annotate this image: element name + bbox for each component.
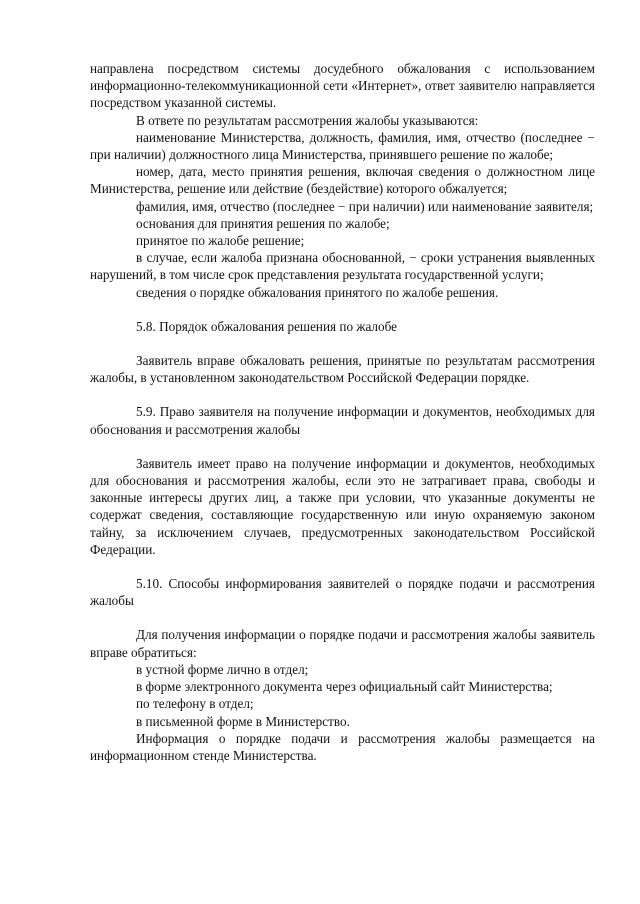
contact-method-item: в форме электронного документа через официальный сайт Министерства;: [136, 679, 553, 695]
contact-method-item: по телефону в отдел;: [136, 696, 254, 712]
section-5-9-heading: 5.9. Право заявителя на получение информации и документов, необходимых для обоснования и рассмотрения жалобы: [90, 404, 595, 437]
contact-method-item: в письменной форме в Министерство.: [136, 713, 350, 729]
section-5-9-text: Заявитель имеет право на получение информации и документов, необходимых для обоснования и рассмотрения жалобы, если это не затрагивает права, свободы и законные интересы других лиц, а также при условии, что указанные документы не содержат сведения, составляющие государственную или иную охраняемую законом тайну, за исключением случаев, предусмотренных законодательством Российской Федерации.: [90, 455, 595, 557]
spacer: [90, 386, 595, 403]
response-item: основания для принятия решения по жалобе;: [136, 215, 390, 231]
spacer: [90, 335, 595, 352]
document-page: [90, 60, 595, 764]
response-item: фамилия, имя, отчество (последнее − при наличии) или наименование заявителя;: [136, 198, 594, 214]
section-5-10-intro: Для получения информации о порядке подачи и рассмотрения жалобы заявитель вправе обратиться:: [90, 627, 595, 660]
response-item: наименование Министерства, должность, фамилия, имя, отчество (последнее − при наличии) должностного лица Министерства, принявшего решение по жалобе;: [90, 129, 595, 163]
spacer: [90, 301, 595, 318]
section-5-10-heading: 5.10. Способы информирования заявителей о порядке подачи и рассмотрения жалобы: [90, 576, 595, 609]
response-item: принятое по жалобе решение;: [136, 233, 305, 249]
section-5-10-final: Информация о порядке подачи и рассмотрения жалобы размещается на информационном стенде Министерства.: [90, 730, 595, 763]
spacer: [90, 609, 595, 626]
spacer: [90, 558, 595, 575]
response-intro: В ответе по результатам рассмотрения жалобы указываются:: [136, 112, 479, 128]
section-5-8-text: Заявитель вправе обжаловать решения, принятые по результатам рассмотрения жалобы, в установленном законодательством Российской Федерации порядке.: [90, 353, 595, 386]
contact-method-item: в устной форме лично в отдел;: [136, 661, 309, 677]
section-5-8-heading: 5.8. Порядок обжалования решения по жалобе: [136, 318, 398, 334]
intro-paragraph: направлена посредством системы досудебного обжалования с использованием информационно-телекоммуникационной сети «Интернет», ответ заявителю направляется посредством указанной системы.: [90, 61, 595, 111]
response-item: в случае, если жалоба признана обоснованной, − сроки устранения выявленных нарушений, в том числе срок представления результата государственной услуги;: [90, 250, 595, 283]
spacer: [90, 438, 595, 455]
response-item: номер, дата, место принятия решения, включая сведения о должностном лице Министерства, решение или действие (бездействие) которого обжалуется;: [90, 164, 595, 197]
response-item: сведения о порядке обжалования принятого по жалобе решения.: [136, 284, 499, 300]
